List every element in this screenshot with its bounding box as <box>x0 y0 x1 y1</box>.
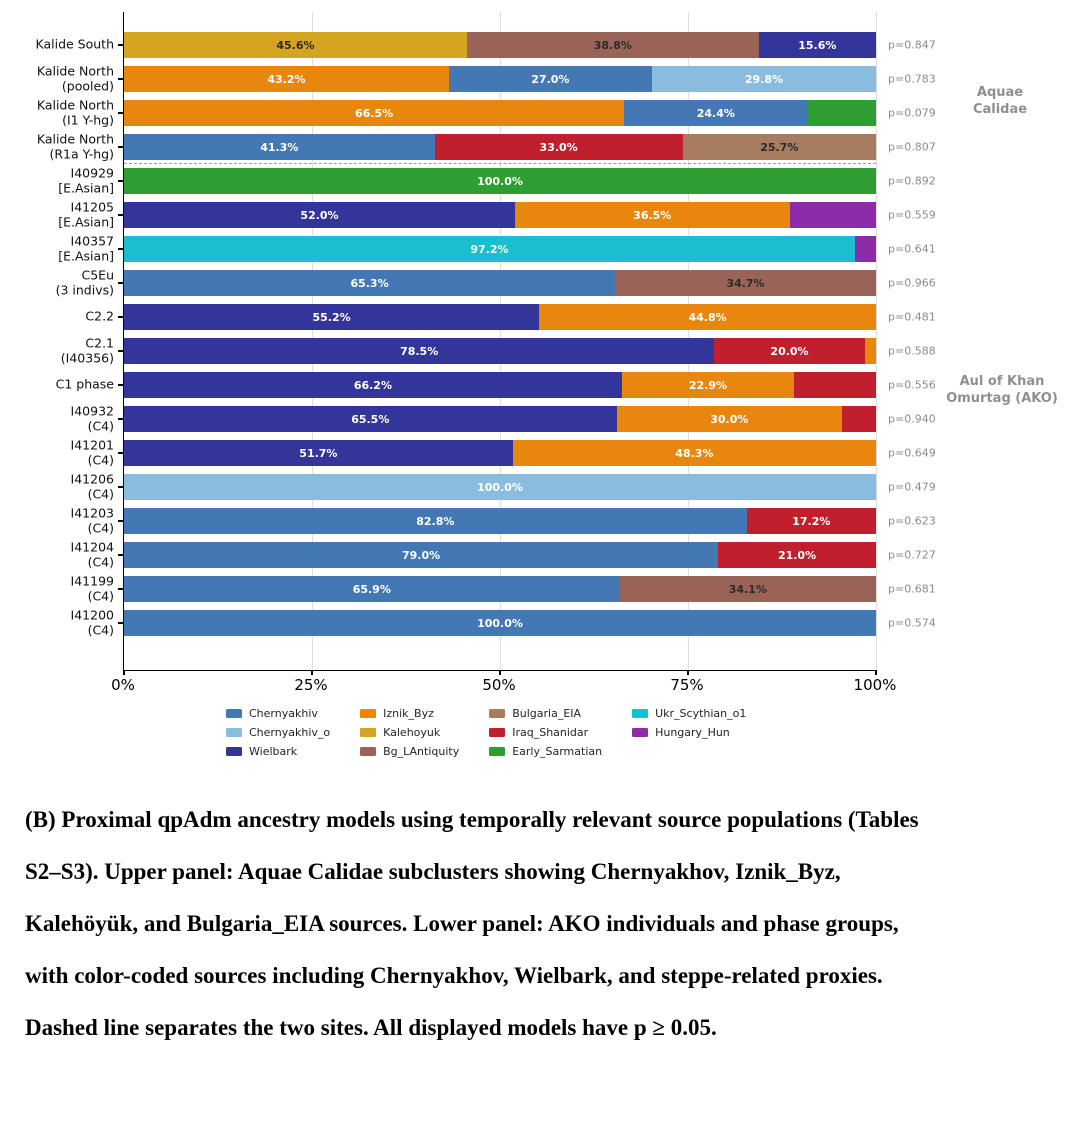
bar-segment-wielbark <box>124 372 622 398</box>
bar-row <box>124 28 876 62</box>
plot-area <box>123 12 876 671</box>
stacked-bar <box>124 236 876 262</box>
row-label: I41201 (C4) <box>70 437 114 467</box>
bar-row <box>124 436 876 470</box>
x-tick-label: 0% <box>111 676 135 694</box>
y-tick <box>118 180 123 181</box>
stacked-bar <box>124 406 876 432</box>
segment-percent-label: 97.2% <box>470 242 509 256</box>
segment-percent-label: 36.5% <box>633 208 672 222</box>
legend-label: Bulgaria_EIA <box>512 707 582 720</box>
segment-percent-label: 20.0% <box>770 344 809 358</box>
bar-segment-ukr_scythian_o1 <box>124 236 855 262</box>
legend-label: Bg_LAntiquity <box>383 745 460 758</box>
legend-swatch-icon <box>226 728 242 737</box>
row-label: I40357 [E.Asian] <box>58 233 114 263</box>
row-label: Kalide North (R1a Y-hg) <box>36 131 114 161</box>
row-label: I41200 (C4) <box>70 607 114 637</box>
y-tick <box>118 486 123 487</box>
bar-segment-chernyakhiv_o <box>652 66 876 92</box>
bar-row <box>124 232 876 266</box>
p-value-label: p=0.556 <box>888 378 936 392</box>
segment-percent-label: 65.5% <box>351 412 390 426</box>
bar-segment-chernyakhiv <box>124 508 747 534</box>
row-label: Kalide South <box>35 36 114 52</box>
legend-column <box>226 707 330 758</box>
p-value-label: p=0.727 <box>888 548 936 562</box>
legend-swatch-icon <box>489 709 505 718</box>
segment-percent-label: 100.0% <box>477 480 523 494</box>
stacked-bar <box>124 372 876 398</box>
p-value-label: p=0.559 <box>888 208 936 222</box>
segment-percent-label: 25.7% <box>760 140 799 154</box>
bar-segment-iznik_byz <box>539 304 876 330</box>
p-value-label: p=0.940 <box>888 412 936 426</box>
y-tick <box>118 622 123 623</box>
bar-segment-wielbark <box>124 440 513 466</box>
segment-percent-label: 24.4% <box>696 106 735 120</box>
segment-percent-label: 29.8% <box>744 72 784 86</box>
y-axis-labels <box>0 12 114 670</box>
bar-segment-iraq_shanidar <box>794 372 876 398</box>
y-tick <box>118 146 123 147</box>
bar-row <box>124 266 876 300</box>
group-label-aquae-calidae: Aquae Calidae <box>972 85 1028 117</box>
legend-label: Kalehoyuk <box>383 726 441 739</box>
segment-percent-label: 34.7% <box>726 276 765 290</box>
segment-percent-label: 55.2% <box>312 310 351 324</box>
p-value-label: p=0.574 <box>888 616 936 630</box>
legend-label: Chernyakhiv_o <box>249 726 331 739</box>
x-tick-label: 50% <box>482 676 516 694</box>
bar-segment-bg_lantiquity <box>467 32 759 58</box>
stacked-bar <box>124 542 876 568</box>
y-tick <box>118 554 123 555</box>
legend-swatch-icon <box>360 709 376 718</box>
segment-percent-label: 27.0% <box>531 72 570 86</box>
bar-row <box>124 368 876 402</box>
legend-item-hungary_hun <box>632 726 746 739</box>
bar-row <box>124 606 876 640</box>
stacked-bar <box>124 32 876 58</box>
row-label: Kalide North (pooled) <box>36 63 114 93</box>
p-value-label: p=0.481 <box>888 310 936 324</box>
segment-percent-label: 41.3% <box>260 140 299 154</box>
row-label: C5Eu (3 indivs) <box>55 267 114 297</box>
p-value-label: p=0.847 <box>888 38 936 52</box>
segment-percent-label: 66.5% <box>354 106 394 120</box>
y-tick <box>118 282 123 283</box>
bar-segment-iraq_shanidar <box>435 134 683 160</box>
legend-item-iraq_shanidar <box>489 726 602 739</box>
segment-percent-label: 100.0% <box>477 174 523 188</box>
legend-label: Hungary_Hun <box>655 726 730 739</box>
p-value-label: p=0.966 <box>888 276 936 290</box>
segment-percent-label: 66.2% <box>353 378 392 392</box>
bar-segment-iraq_shanidar <box>747 508 876 534</box>
bar-segment-wielbark <box>124 202 515 228</box>
legend-item-iznik_byz <box>360 707 459 720</box>
row-label: I41199 (C4) <box>70 573 114 603</box>
bar-row <box>124 198 876 232</box>
legend-item-chernyakhiv <box>226 707 330 720</box>
legend-label: Early_Sarmatian <box>512 745 603 758</box>
segment-percent-label: 52.0% <box>300 208 339 222</box>
p-value-label: p=0.588 <box>888 344 936 358</box>
bar-segment-kalehoyuk <box>124 32 467 58</box>
bar-segment-wielbark <box>124 338 714 364</box>
stacked-bar <box>124 134 876 160</box>
legend-label: Chernyakhiv <box>249 707 318 720</box>
segment-percent-label: 43.2% <box>267 72 306 86</box>
segment-percent-label: 21.0% <box>777 548 817 562</box>
row-label: I40932 (C4) <box>70 403 114 433</box>
y-tick <box>118 350 123 351</box>
y-tick <box>118 384 123 385</box>
y-tick <box>118 44 123 45</box>
legend-column <box>360 707 459 758</box>
bar-row <box>124 62 876 96</box>
bar-segment-bg_lantiquity <box>615 270 876 296</box>
stacked-bar <box>124 576 876 602</box>
p-value-label: p=0.681 <box>888 582 936 596</box>
segment-percent-label: 44.8% <box>688 310 727 324</box>
bar-segment-iznik_byz <box>622 372 794 398</box>
legend-label: Ukr_Scythian_o1 <box>655 707 747 720</box>
legend-swatch-icon <box>489 747 505 756</box>
legend-swatch-icon <box>632 709 648 718</box>
bar-segment-iraq_shanidar <box>718 542 876 568</box>
bar-segment-chernyakhiv <box>124 610 876 636</box>
x-tick <box>499 670 500 675</box>
x-tick-label: 75% <box>670 676 704 694</box>
group-label-ako: Aul of Khan Omurtag (AKO) <box>946 374 1058 406</box>
bar-segment-bg_lantiquity <box>620 576 876 602</box>
bar-segment-chernyakhiv <box>624 100 807 126</box>
segment-percent-label: 45.6% <box>276 38 315 52</box>
bar-segment-iznik_byz <box>617 406 843 432</box>
legend-item-chernyakhiv_o <box>226 726 330 739</box>
site-separator-dashed-line <box>124 163 876 164</box>
segment-percent-label: 51.7% <box>299 446 338 460</box>
segment-percent-label: 82.8% <box>416 514 455 528</box>
x-tick-label: 25% <box>294 676 328 694</box>
p-value-label: p=0.649 <box>888 446 936 460</box>
row-label: I40929 [E.Asian] <box>58 165 114 195</box>
p-value-label: p=0.479 <box>888 480 936 494</box>
x-tick-label: 100% <box>853 676 897 694</box>
bar-row <box>124 402 876 436</box>
bar-segment-chernyakhiv <box>124 576 620 602</box>
legend-item-early_sarmatian <box>489 745 602 758</box>
stacked-bar <box>124 168 876 194</box>
y-tick <box>118 78 123 79</box>
segment-percent-label: 100.0% <box>477 616 523 630</box>
legend-item-bg_lantiquity <box>360 745 459 758</box>
y-tick <box>118 248 123 249</box>
bar-segment-iznik_byz <box>515 202 789 228</box>
legend-label: Iznik_Byz <box>383 707 434 720</box>
stacked-bar <box>124 440 876 466</box>
row-label: C2.2 <box>85 308 114 324</box>
row-label: Kalide North (I1 Y-hg) <box>36 97 114 127</box>
bar-segment-chernyakhiv <box>124 134 435 160</box>
caption-line: (B) Proximal qpAdm ancestry models using temporally relevant source populations (Tables <box>25 807 919 832</box>
legend-swatch-icon <box>226 747 242 756</box>
segment-percent-label: 79.0% <box>401 548 441 562</box>
y-tick <box>118 520 123 521</box>
y-tick <box>118 316 123 317</box>
x-tick <box>687 670 688 675</box>
stacked-bar <box>124 202 876 228</box>
legend-swatch-icon <box>360 728 376 737</box>
stacked-bar <box>124 508 876 534</box>
stacked-bar <box>124 66 876 92</box>
stacked-bar <box>124 304 876 330</box>
p-value-label: p=0.623 <box>888 514 936 528</box>
bar-segment-iraq_shanidar <box>842 406 876 432</box>
caption-line: Dashed line separates the two sites. All displayed models have p ≥ 0.05. <box>25 1015 717 1040</box>
row-label: I41206 (C4) <box>70 471 114 501</box>
x-tick <box>311 670 312 675</box>
y-tick <box>118 112 123 113</box>
legend-item-kalehoyuk <box>360 726 459 739</box>
legend-item-wielbark <box>226 745 330 758</box>
segment-percent-label: 65.9% <box>352 582 391 596</box>
legend-label: Wielbark <box>249 745 298 758</box>
row-label: I41205 [E.Asian] <box>58 199 114 229</box>
stacked-bar <box>124 338 876 364</box>
caption-line: S2–S3). Upper panel: Aquae Calidae subclusters showing Chernyakhov, Iznik_Byz, <box>25 859 841 884</box>
bar-segment-iznik_byz <box>513 440 876 466</box>
p-value-label: p=0.892 <box>888 174 936 188</box>
stacked-bar <box>124 100 876 126</box>
segment-percent-label: 78.5% <box>400 344 439 358</box>
segment-percent-label: 34.1% <box>728 582 767 596</box>
p-value-label: p=0.807 <box>888 140 936 154</box>
caption-line: with color-coded sources including Chernyakhov, Wielbark, and steppe-related proxies. <box>25 963 883 988</box>
bar-row <box>124 334 876 368</box>
bar-row <box>124 538 876 572</box>
bar-row <box>124 164 876 198</box>
x-axis-labels <box>111 676 897 698</box>
bar-segment-iznik_byz <box>124 100 624 126</box>
bar-row <box>124 96 876 130</box>
legend-label: Iraq_Shanidar <box>512 726 589 739</box>
x-tick <box>123 670 124 675</box>
segment-percent-label: 33.0% <box>539 140 578 154</box>
legend-swatch-icon <box>360 747 376 756</box>
segment-percent-label: 15.6% <box>798 38 837 52</box>
segment-percent-label: 65.3% <box>350 276 389 290</box>
x-tick <box>875 670 876 675</box>
bar-segment-wielbark <box>124 304 539 330</box>
legend <box>226 707 746 758</box>
legend-swatch-icon <box>489 728 505 737</box>
bar-segment-hungary_hun <box>790 202 876 228</box>
segment-percent-label: 38.8% <box>593 38 632 52</box>
bar-row <box>124 130 876 164</box>
p-value-label: p=0.783 <box>888 72 936 86</box>
bar-segment-chernyakhiv <box>124 270 615 296</box>
y-tick <box>118 452 123 453</box>
row-label: C2.1 (I40356) <box>60 335 114 365</box>
segment-percent-label: 48.3% <box>675 446 714 460</box>
stacked-bar <box>124 474 876 500</box>
y-tick <box>118 214 123 215</box>
bar-segment-wielbark <box>759 32 876 58</box>
segment-percent-label: 22.9% <box>688 378 727 392</box>
bar-segment-chernyakhiv <box>124 542 718 568</box>
bar-segment-iznik_byz <box>124 66 449 92</box>
bar-segment-hungary_hun <box>855 236 876 262</box>
segment-percent-label: 30.0% <box>710 412 749 426</box>
bar-segment-early_sarmatian <box>124 168 876 194</box>
bar-row <box>124 300 876 334</box>
segment-percent-label: 17.2% <box>792 514 831 528</box>
bar-row <box>124 572 876 606</box>
row-label: I41203 (C4) <box>70 505 114 535</box>
stacked-bar <box>124 270 876 296</box>
bar-row <box>124 470 876 504</box>
legend-item-bulgaria_eia <box>489 707 602 720</box>
bar-segment-chernyakhiv_o <box>124 474 876 500</box>
caption-line: Kalehöyük, and Bulgaria_EIA sources. Lower panel: AKO individuals and phase groups, <box>25 911 899 936</box>
y-tick <box>118 588 123 589</box>
p-value-label: p=0.641 <box>888 242 936 256</box>
y-tick <box>118 418 123 419</box>
row-label: C1 phase <box>55 376 114 392</box>
legend-swatch-icon <box>632 728 648 737</box>
bar-segment-wielbark <box>124 406 617 432</box>
legend-item-ukr_scythian_o1 <box>632 707 746 720</box>
row-label: I41204 (C4) <box>70 539 114 569</box>
bar-segment-iznik_byz <box>865 338 876 364</box>
legend-column <box>489 707 602 758</box>
bar-segment-bulgaria_eia <box>683 134 876 160</box>
bar-row <box>124 504 876 538</box>
bar-segment-chernyakhiv <box>449 66 652 92</box>
bar-segment-early_sarmatian <box>808 100 876 126</box>
figure-caption <box>25 800 1055 1060</box>
stacked-bar <box>124 610 876 636</box>
bar-segment-iraq_shanidar <box>714 338 864 364</box>
legend-swatch-icon <box>226 709 242 718</box>
legend-column <box>632 707 746 758</box>
p-value-label: p=0.079 <box>888 106 936 120</box>
